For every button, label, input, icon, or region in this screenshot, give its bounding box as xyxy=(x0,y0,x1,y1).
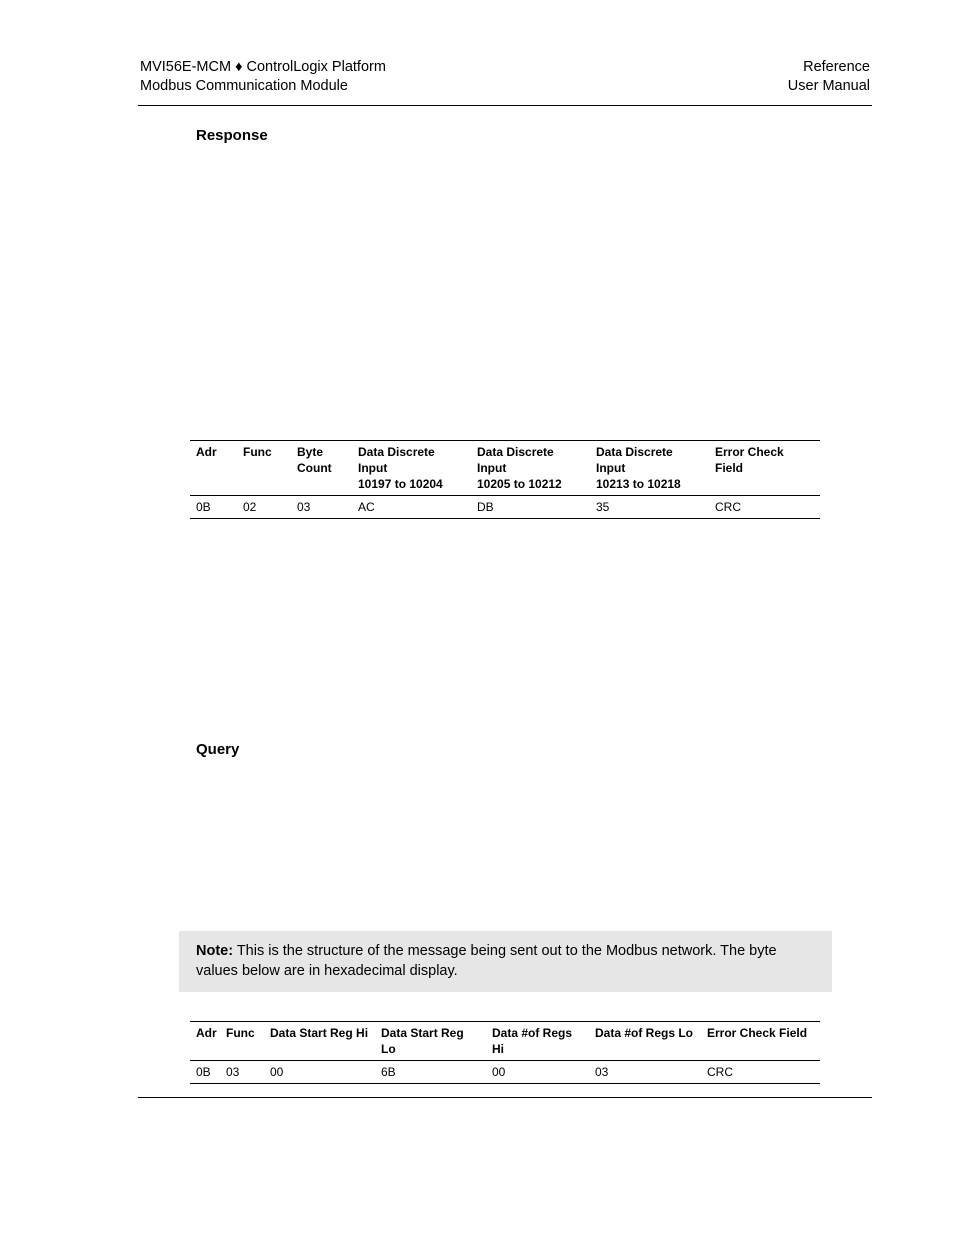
table-cell: 03 xyxy=(589,1061,701,1084)
query-table xyxy=(190,1021,820,1084)
header-manual-name: User Manual xyxy=(787,78,870,94)
response-col-data-3: Data Discrete Input 10213 to 10218 xyxy=(590,441,709,496)
table-cell: 03 xyxy=(291,496,352,519)
table-cell: 02 xyxy=(237,496,291,519)
table-cell: 00 xyxy=(264,1061,375,1084)
note-label: Note: xyxy=(196,943,234,959)
header-product-info xyxy=(140,58,386,96)
query-col-start-reg-hi: Data Start Reg Hi xyxy=(264,1022,375,1061)
table-row xyxy=(190,1061,820,1084)
header-section-name: Reference xyxy=(803,59,870,75)
table-cell: 35 xyxy=(590,496,709,519)
table-cell: AC xyxy=(352,496,471,519)
note-text: This is the structure of the message being sent out to the Modbus network. The byte values below are in hexadecimal display. xyxy=(196,943,777,979)
query-col-regs-hi: Data #of Regs Hi xyxy=(486,1022,589,1061)
header-divider xyxy=(138,105,872,106)
response-col-byte-count: Byte Count xyxy=(291,441,352,496)
query-col-regs-lo: Data #of Regs Lo xyxy=(589,1022,701,1061)
query-col-func: Func xyxy=(220,1022,264,1061)
footer-divider xyxy=(138,1097,872,1098)
response-table xyxy=(190,440,820,519)
note-box xyxy=(179,931,832,992)
response-col-func: Func xyxy=(237,441,291,496)
query-col-error-check: Error Check Field xyxy=(701,1022,820,1061)
response-table-header-row xyxy=(190,441,820,496)
response-heading: Response xyxy=(196,127,268,144)
table-row xyxy=(190,496,820,519)
table-cell: 00 xyxy=(486,1061,589,1084)
table-cell: 03 xyxy=(220,1061,264,1084)
table-cell: 0B xyxy=(190,496,237,519)
header-manual-info xyxy=(788,58,870,96)
table-cell: CRC xyxy=(701,1061,820,1084)
query-col-adr: Adr xyxy=(190,1022,220,1061)
table-cell: CRC xyxy=(709,496,820,519)
query-col-start-reg-lo: Data Start Reg Lo xyxy=(375,1022,486,1061)
table-cell: 6B xyxy=(375,1061,486,1084)
response-col-data-2: Data Discrete Input 10205 to 10212 xyxy=(471,441,590,496)
header-product-subtitle: Modbus Communication Module xyxy=(140,78,348,94)
table-cell: 0B xyxy=(190,1061,220,1084)
query-heading: Query xyxy=(196,741,240,758)
response-col-adr: Adr xyxy=(190,441,237,496)
response-col-error-check: Error Check Field xyxy=(709,441,820,496)
query-table-header-row xyxy=(190,1022,820,1061)
response-col-data-1: Data Discrete Input 10197 to 10204 xyxy=(352,441,471,496)
table-cell: DB xyxy=(471,496,590,519)
header-product-title: MVI56E-MCM ♦ ControlLogix Platform xyxy=(140,59,386,75)
